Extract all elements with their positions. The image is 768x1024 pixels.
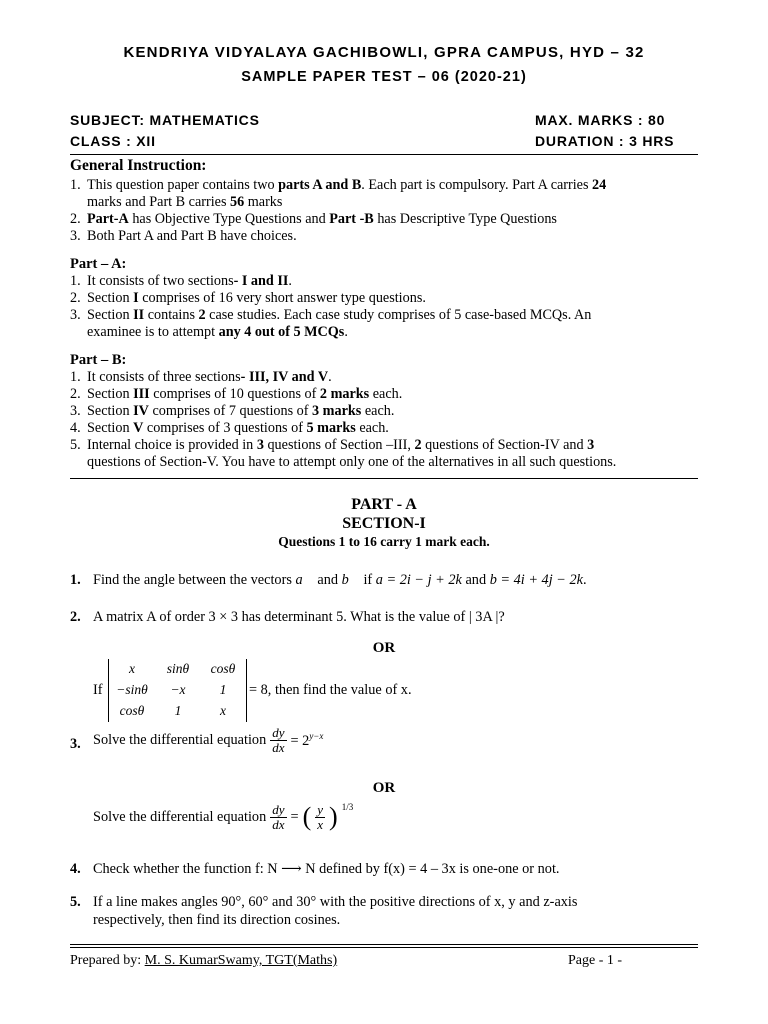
- question-2: A matrix A of order 3 × 3 has determinant 5. What is the value of | 3A |?: [93, 609, 505, 625]
- list-item: examinee is to attempt any 4 out of 5 MCQs.: [87, 324, 348, 340]
- page-number: Page - 1 -: [568, 953, 623, 968]
- question-3-or: Solve the differential equation $\frac{dy}{dx}$ = ( $\frac{y}{x}$ ) $^{1/3}$: [93, 801, 354, 832]
- question-2-or-text: = 8, then find the value of x.: [249, 682, 412, 698]
- footer-credit: Prepared by: M. S. KumarSwamy, TGT(Maths): [70, 953, 338, 968]
- question-number: 3.: [70, 736, 81, 752]
- question-4: Check whether the function f: N ⟶ N defined by f(x) = 4 – 3x is one-one or not.: [93, 861, 560, 877]
- det-cell: −sinθ: [116, 682, 148, 697]
- instructions-divider: [70, 478, 698, 479]
- fraction: $\frac{dy}{dx}$: [272, 801, 285, 832]
- question-number: 1.: [70, 572, 81, 588]
- list-item: marks and Part B carries 56 marks: [87, 194, 283, 210]
- list-item: 2. Section III comprises of 10 questions of 2 marks each.: [70, 386, 403, 402]
- footer-divider-top: [70, 944, 698, 945]
- list-item: 1. It consists of two sections- I and II.: [70, 273, 292, 289]
- question-number: 5.: [70, 894, 81, 910]
- author-name: M. S. KumarSwamy, TGT(Maths): [144, 953, 338, 968]
- det-cell: 1: [219, 682, 227, 697]
- question-5-line2: respectively, then find its direction cosines.: [93, 912, 341, 928]
- section-note: Questions 1 to 16 carry 1 mark each.: [278, 534, 490, 549]
- det-cell: cosθ: [119, 703, 145, 718]
- footer-divider-bottom: [70, 947, 698, 948]
- general-instruction-title: General Instruction:: [70, 157, 207, 174]
- det-cell: sinθ: [166, 661, 190, 676]
- question-1: Find the angle between the vectors a⃗ and b⃗ if a = 2i − j + 2k and b = 4i + 4j − 2k.: [93, 572, 587, 588]
- list-item: 3. Both Part A and Part B have choices.: [70, 228, 297, 244]
- list-item: 3. Section IV comprises of 7 questions of 3 marks each.: [70, 403, 395, 419]
- question-number: 2.: [70, 609, 81, 625]
- det-cell: cosθ: [210, 661, 236, 676]
- det-cell: −x: [170, 682, 186, 697]
- det-cell: 1: [174, 703, 182, 718]
- school-name: KENDRIYA VIDYALAYA GACHIBOWLI, GPRA CAMPUS, HYD – 32: [123, 44, 645, 61]
- question-2-or-if: If: [93, 682, 103, 698]
- part-b-info-list: [70, 369, 616, 471]
- fraction: $\frac{y}{x}$: [317, 801, 324, 832]
- general-instruction-list: [70, 177, 606, 245]
- part-a-title: PART - A: [351, 496, 417, 513]
- list-item: 1. This question paper contains two parts A and B. Each part is compulsory. Part A carries 24: [70, 177, 607, 193]
- duration-label: DURATION : 3 HRS: [535, 133, 675, 149]
- list-item: 4. Section V comprises of 3 questions of 5 marks each.: [70, 420, 389, 436]
- question-3: Solve the differential equation $\frac{dy}{dx}$ = $2^{y-x}$: [93, 725, 324, 755]
- det-cell: x: [220, 703, 226, 718]
- or-label: OR: [372, 640, 396, 656]
- list-item: questions of Section-V. You have to attempt only one of the alternatives in all such questions.: [87, 454, 617, 470]
- determinant: [108, 659, 247, 722]
- list-item: 2. Part-A has Objective Type Questions and Part -B has Descriptive Type Questions: [70, 211, 557, 227]
- or-label: OR: [372, 780, 396, 796]
- max-marks-label: MAX. MARKS : 80: [535, 112, 666, 128]
- section-title: SECTION-I: [342, 515, 426, 532]
- det-cell: x: [129, 661, 135, 676]
- subject-label: SUBJECT: MATHEMATICS: [70, 112, 260, 128]
- part-b-info-title: Part – B:: [70, 352, 127, 368]
- test-title: SAMPLE PAPER TEST – 06 (2020-21): [241, 69, 527, 85]
- part-a-info-title: Part – A:: [70, 256, 127, 272]
- list-item: 2. Section I comprises of 16 very short answer type questions.: [70, 290, 426, 306]
- question-number: 4.: [70, 861, 81, 877]
- fraction: $\frac{dy}{dx}$: [272, 725, 285, 755]
- part-a-info-list: [70, 273, 591, 341]
- header-divider: [70, 154, 698, 155]
- list-item: 5. Internal choice is provided in 3 questions of Section –III, 2 questions of Section-IV and 3: [70, 437, 595, 453]
- question-5-line1: If a line makes angles 90°, 60° and 30° with the positive directions of x, y and z-axis: [93, 894, 578, 910]
- class-label: CLASS : XII: [70, 133, 156, 149]
- list-item: 1. It consists of three sections- III, IV and V.: [70, 369, 332, 385]
- list-item: 3. Section II contains 2 case studies. Each case study comprises of 5 case-based MCQs. An: [70, 307, 592, 323]
